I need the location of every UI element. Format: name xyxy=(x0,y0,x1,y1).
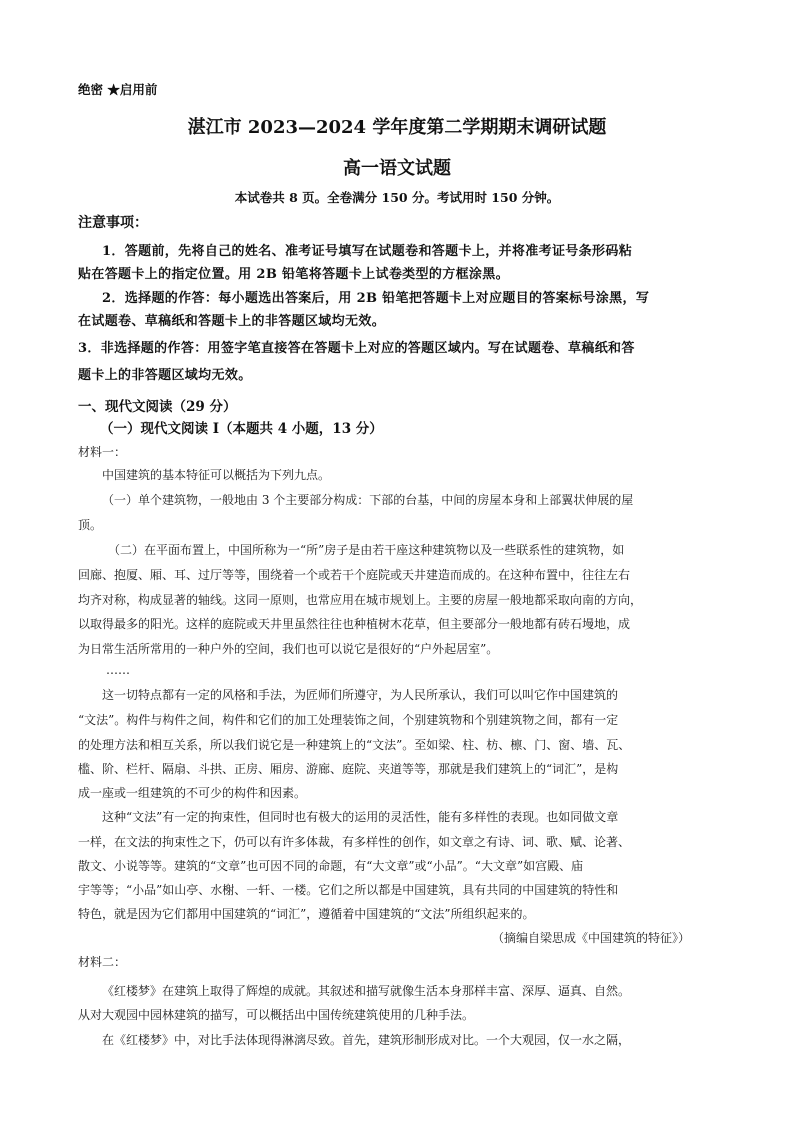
paragraph-line: 均齐对称，构成显著的轴线。这同一原则，也常应用在城市规划上。主要的房屋一般地都采取向南的方向， xyxy=(78,593,643,607)
paragraph-line: 在《红楼梦》中，对比手法体现得淋漓尽致。首先，建筑形制形成对比。一个大观园，仅一水之隔， xyxy=(102,1033,631,1047)
confidential-label: 绝密 ★启用前 xyxy=(78,82,158,97)
paragraph-line: 为日常生活所常用的一种户外的空间，我们也可以说它是很好的“户外起居室”。 xyxy=(78,642,499,656)
exam-meta: 本试卷共 8 页。全卷满分 150 分。考试用时 150 分钟。 xyxy=(234,190,560,205)
paragraph-line: 从对大观园中园林建筑的描写，可以概括出中国传统建筑使用的几种手法。 xyxy=(78,1008,475,1022)
paragraph-line: 中国建筑的基本特征可以概括为下列九点。 xyxy=(102,468,331,482)
notice-line: 1．答题前，先将自己的姓名、准考证号填写在试题卷和答题卡上，并将准考证号条形码粘 xyxy=(102,244,633,259)
paragraph-line: 顶。 xyxy=(78,518,103,532)
material1-source: （摘编自梁思成《中国建筑的特征》） xyxy=(492,931,691,945)
exam-title: 湛江市 2023—2024 学年度第二学期期末调研试题 xyxy=(187,117,607,138)
paragraph-line: （一）单个建筑物，一般地由 3 个主要部分构成：下部的台基，中间的房屋本身和上部翼状伸展的屋 xyxy=(102,493,634,507)
paragraph-line: 以取得最多的阳光。这样的庭院或天井里虽然往往也种植树木花草，但主要部分一般地都有砖石墁地，成 xyxy=(78,617,631,631)
paragraph-line: “文法”。构件与构件之间，构件和它们的加工处理装饰之间，个别建筑物和个别建筑物之间，都有一定 xyxy=(78,713,619,727)
paragraph-line: 《红楼梦》在建筑上取得了辉煌的成就。其叙述和描写就像生活本身那样丰富、深厚、逼真、自然。 xyxy=(102,984,631,998)
paragraph-line: （二）在平面布置上，中国所称为一“所”房子是由若干座这种建筑物以及一些联系性的建筑物，如 xyxy=(108,543,625,557)
paragraph-line: 回廊、抱厦、厢、耳、过厅等等，围绕着一个或若干个庭院或天井建造而成的。在这种布置中，往往左右 xyxy=(78,568,631,582)
paragraph-line: 的处理方法和相互关系，所以我们说它是一种建筑上的“文法”。至如梁、柱、枋、檩、门、窗、墙、瓦、 xyxy=(78,738,631,752)
notice-line: 3．非选择题的作答：用签字笔直接答在答题卡上对应的答题区域内。写在试题卷、草稿纸和答 xyxy=(78,341,635,356)
notice-heading: 注意事项： xyxy=(78,215,148,231)
section-heading: 一、现代文阅读（29 分） xyxy=(78,399,237,415)
paragraph-line: 散文、小说等等。建筑的“文章”也可因不同的命题，有“大文章”或“小品”。“大文章”如宫殿、庙 xyxy=(78,859,584,873)
material1-label: 材料一： xyxy=(78,445,127,459)
exam-subtitle: 高一语文试题 xyxy=(343,158,451,179)
notice-line: 2．选择题的作答：每小题选出答案后，用 2B 铅笔把答题卡上对应题目的答案标号涂黑，写 xyxy=(102,291,650,306)
paragraph-line: 一样，在文法的拘束性之下，仍可以有许多体裁，有多样性的创作，如文章之有诗、词、歌、赋、论著、 xyxy=(78,835,631,849)
paragraph-line: 成一座或一组建筑的不可少的构件和因素。 xyxy=(78,786,307,800)
paragraph-line: 槛、阶、栏杆、隔扇、斗拱、正房、厢房、游廊、庭院、夹道等等，那就是我们建筑上的“词汇”，是构 xyxy=(78,762,619,776)
paragraph-line: 这一切特点都有一定的风格和手法，为匠师们所遵守，为人民所承认，我们可以叫它作中国建筑的 xyxy=(102,688,619,702)
ellipsis-line: …… xyxy=(106,663,130,677)
paragraph-line: 这种“文法”有一定的拘束性，但同时也有极大的运用的灵活性，能有多样性的表现。也如同做文章 xyxy=(102,810,619,824)
paragraph-line: 宇等等；“小品”如山亭、水榭、一轩、一楼。它们之所以都是中国建筑，具有共同的中国建筑的特性和 xyxy=(78,883,619,897)
material2-label: 材料二： xyxy=(78,955,127,969)
notice-line: 贴在答题卡上的指定位置。用 2B 铅笔将答题卡上试卷类型的方框涂黑。 xyxy=(78,267,509,282)
subsection-heading: （一）现代文阅读 I（本题共 4 小题，13 分） xyxy=(100,421,383,437)
notice-line: 在试题卷、草稿纸和答题卡上的非答题区域均无效。 xyxy=(78,314,386,329)
paragraph-line: 特色，就是因为它们都用中国建筑的“词汇”，遵循着中国建筑的“文法”所组织起来的。 xyxy=(78,907,535,921)
notice-line: 题卡上的非答题区域均无效。 xyxy=(78,368,252,383)
